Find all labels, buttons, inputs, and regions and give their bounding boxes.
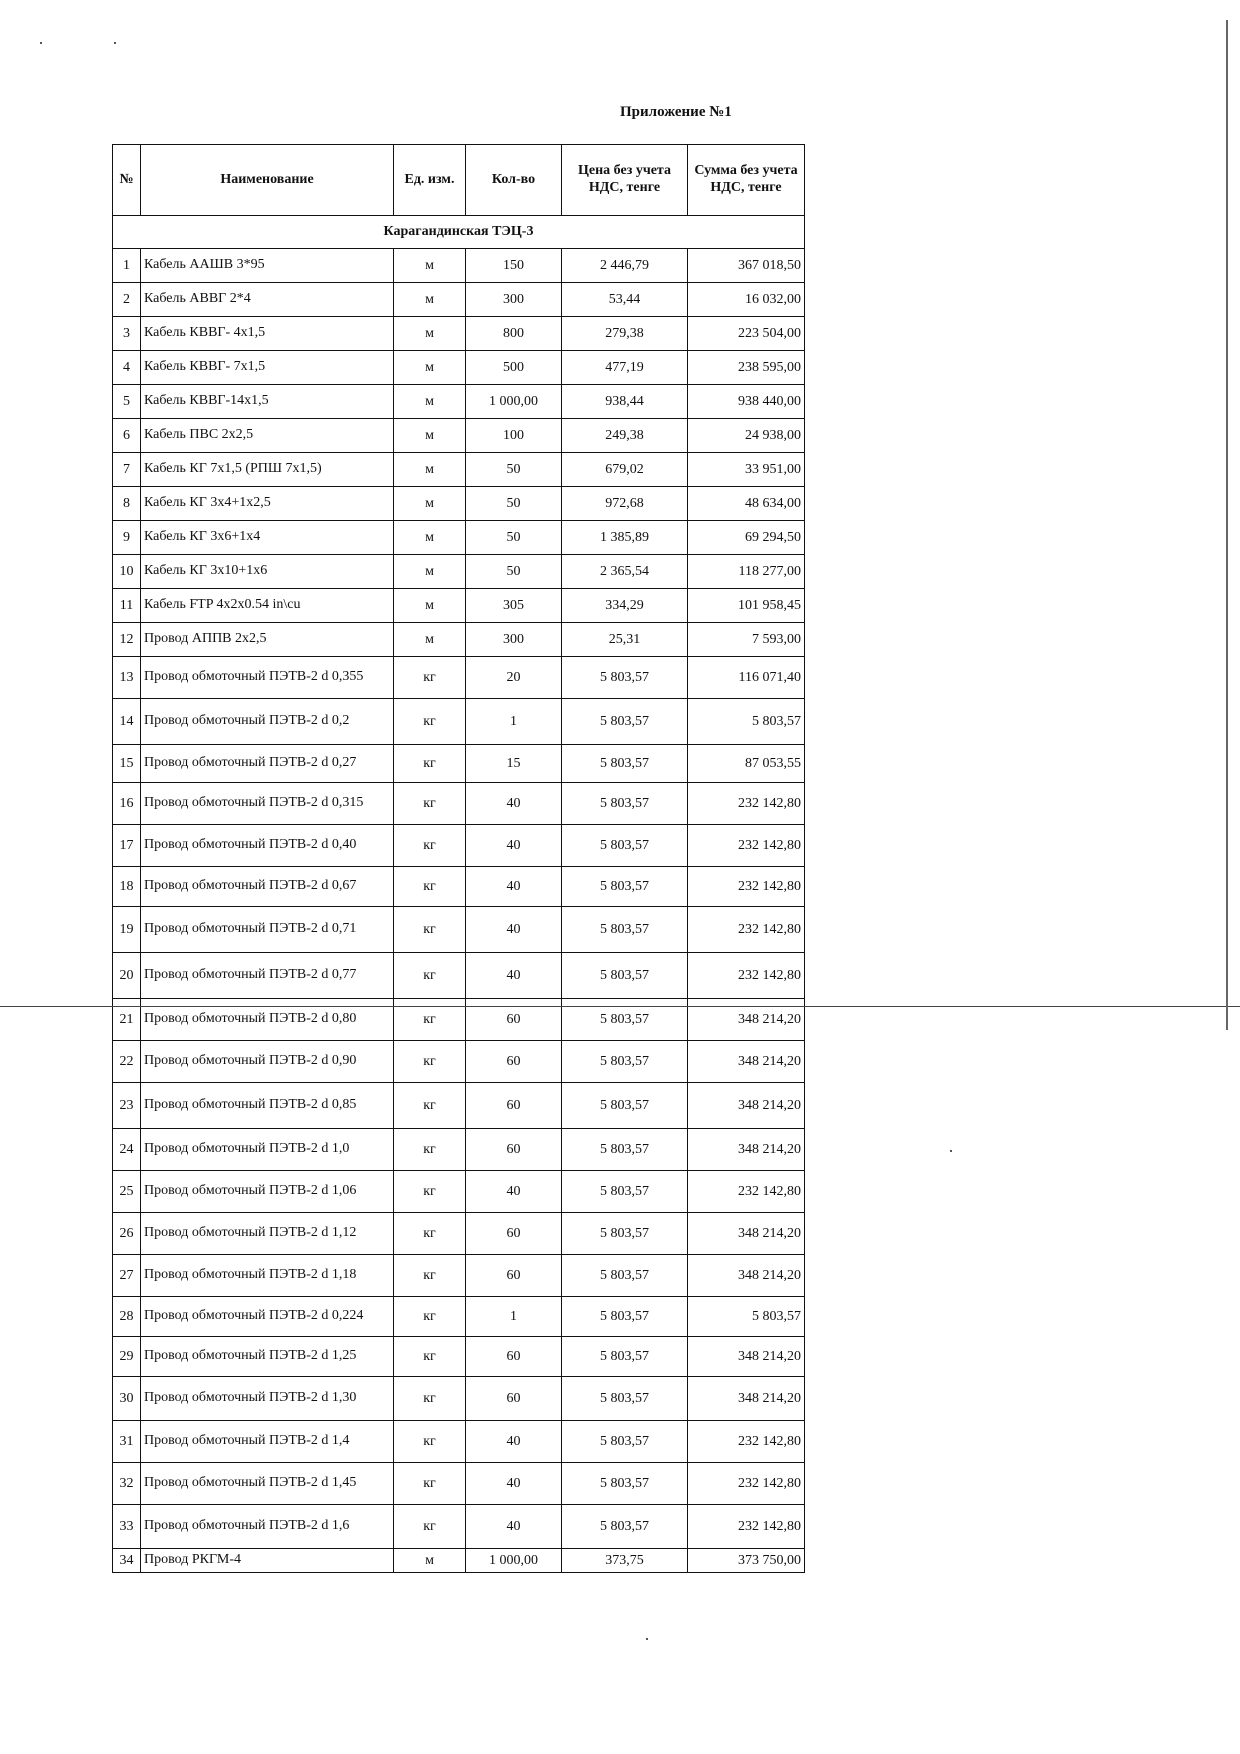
item-name: Провод обмоточный ПЭТВ-2 d 0,40	[141, 825, 394, 867]
item-unit: кг	[394, 1129, 466, 1171]
item-name: Кабель КГ 3х6+1х4	[141, 521, 394, 555]
table-row	[113, 487, 805, 521]
row-number: 29	[113, 1337, 141, 1377]
item-unit: кг	[394, 1255, 466, 1297]
item-unit: м	[394, 385, 466, 419]
item-name: Кабель КГ 3х10+1х6	[141, 555, 394, 589]
item-price: 373,75	[562, 1549, 688, 1573]
item-sum: 373 750,00	[688, 1549, 805, 1573]
row-number: 1	[113, 249, 141, 283]
table-row	[113, 1421, 805, 1463]
item-quantity: 100	[466, 419, 562, 453]
header-name: Наименование	[141, 145, 394, 216]
item-sum: 69 294,50	[688, 521, 805, 555]
row-number: 26	[113, 1213, 141, 1255]
item-name: Кабель ПВС 2х2,5	[141, 419, 394, 453]
item-sum: 118 277,00	[688, 555, 805, 589]
item-price: 5 803,57	[562, 1377, 688, 1421]
item-price: 5 803,57	[562, 1171, 688, 1213]
item-quantity: 300	[466, 283, 562, 317]
item-quantity: 50	[466, 487, 562, 521]
table-row	[113, 1297, 805, 1337]
item-unit: м	[394, 623, 466, 657]
item-name: Провод обмоточный ПЭТВ-2 d 1,45	[141, 1463, 394, 1505]
item-sum: 348 214,20	[688, 999, 805, 1041]
item-unit: кг	[394, 953, 466, 999]
item-name: Кабель КВВГ- 4х1,5	[141, 317, 394, 351]
item-price: 5 803,57	[562, 1255, 688, 1297]
item-unit: м	[394, 419, 466, 453]
row-number: 6	[113, 419, 141, 453]
item-price: 938,44	[562, 385, 688, 419]
item-name: Провод обмоточный ПЭТВ-2 d 1,4	[141, 1421, 394, 1463]
item-sum: 232 142,80	[688, 1171, 805, 1213]
item-quantity: 40	[466, 867, 562, 907]
item-quantity: 60	[466, 1255, 562, 1297]
item-price: 5 803,57	[562, 1083, 688, 1129]
item-quantity: 150	[466, 249, 562, 283]
item-quantity: 50	[466, 521, 562, 555]
header-qty: Кол-во	[466, 145, 562, 216]
item-price: 5 803,57	[562, 999, 688, 1041]
item-quantity: 800	[466, 317, 562, 351]
row-number: 14	[113, 699, 141, 745]
item-name: Провод обмоточный ПЭТВ-2 d 1,25	[141, 1337, 394, 1377]
item-name: Провод обмоточный ПЭТВ-2 d 0,90	[141, 1041, 394, 1083]
scan-speck	[646, 1638, 648, 1640]
item-quantity: 1 000,00	[466, 385, 562, 419]
item-name: Провод обмоточный ПЭТВ-2 d 0,2	[141, 699, 394, 745]
item-price: 972,68	[562, 487, 688, 521]
item-sum: 232 142,80	[688, 953, 805, 999]
item-unit: кг	[394, 825, 466, 867]
item-price: 5 803,57	[562, 953, 688, 999]
table-row	[113, 453, 805, 487]
item-sum: 48 634,00	[688, 487, 805, 521]
row-number: 18	[113, 867, 141, 907]
row-number: 28	[113, 1297, 141, 1337]
item-unit: кг	[394, 1505, 466, 1549]
item-quantity: 40	[466, 825, 562, 867]
materials-table	[112, 144, 805, 1573]
item-unit: м	[394, 283, 466, 317]
item-sum: 238 595,00	[688, 351, 805, 385]
table-row	[113, 249, 805, 283]
item-quantity: 1	[466, 1297, 562, 1337]
row-number: 22	[113, 1041, 141, 1083]
item-quantity: 40	[466, 1171, 562, 1213]
item-quantity: 60	[466, 1083, 562, 1129]
row-number: 31	[113, 1421, 141, 1463]
row-number: 23	[113, 1083, 141, 1129]
item-name: Провод обмоточный ПЭТВ-2 d 0,355	[141, 657, 394, 699]
scan-fold-line	[0, 1006, 1240, 1007]
table-row	[113, 699, 805, 745]
scan-speck	[950, 1150, 952, 1152]
item-unit: кг	[394, 867, 466, 907]
item-sum: 348 214,20	[688, 1213, 805, 1255]
item-price: 5 803,57	[562, 1421, 688, 1463]
table-row	[113, 555, 805, 589]
item-name: Провод обмоточный ПЭТВ-2 d 0,77	[141, 953, 394, 999]
item-quantity: 40	[466, 1463, 562, 1505]
item-price: 53,44	[562, 283, 688, 317]
item-unit: кг	[394, 657, 466, 699]
item-unit: м	[394, 453, 466, 487]
table-row	[113, 521, 805, 555]
item-price: 5 803,57	[562, 783, 688, 825]
row-number: 10	[113, 555, 141, 589]
row-number: 21	[113, 999, 141, 1041]
row-number: 3	[113, 317, 141, 351]
table-row	[113, 1213, 805, 1255]
item-name: Кабель АВВГ 2*4	[141, 283, 394, 317]
item-unit: кг	[394, 999, 466, 1041]
table-row	[113, 1549, 805, 1573]
item-sum: 938 440,00	[688, 385, 805, 419]
item-price: 5 803,57	[562, 1297, 688, 1337]
item-quantity: 500	[466, 351, 562, 385]
item-sum: 232 142,80	[688, 825, 805, 867]
item-unit: кг	[394, 1421, 466, 1463]
row-number: 9	[113, 521, 141, 555]
item-price: 5 803,57	[562, 1041, 688, 1083]
item-sum: 116 071,40	[688, 657, 805, 699]
row-number: 27	[113, 1255, 141, 1297]
table-row	[113, 745, 805, 783]
item-quantity: 15	[466, 745, 562, 783]
item-name: Провод АППВ 2х2,5	[141, 623, 394, 657]
item-sum: 232 142,80	[688, 1463, 805, 1505]
item-name: Провод обмоточный ПЭТВ-2 d 1,06	[141, 1171, 394, 1213]
item-price: 5 803,57	[562, 867, 688, 907]
item-sum: 348 214,20	[688, 1129, 805, 1171]
item-quantity: 60	[466, 1129, 562, 1171]
item-unit: кг	[394, 1083, 466, 1129]
item-sum: 348 214,20	[688, 1083, 805, 1129]
table-row	[113, 283, 805, 317]
item-quantity: 50	[466, 453, 562, 487]
item-sum: 24 938,00	[688, 419, 805, 453]
table-body	[113, 216, 805, 1573]
item-sum: 348 214,20	[688, 1337, 805, 1377]
table-row	[113, 825, 805, 867]
scan-speck	[114, 42, 116, 44]
item-quantity: 50	[466, 555, 562, 589]
item-name: Кабель КГ 7х1,5 (РПШ 7х1,5)	[141, 453, 394, 487]
item-sum: 33 951,00	[688, 453, 805, 487]
item-name: Провод РКГМ-4	[141, 1549, 394, 1573]
table-row	[113, 1463, 805, 1505]
item-unit: кг	[394, 1463, 466, 1505]
item-sum: 16 032,00	[688, 283, 805, 317]
item-name: Провод обмоточный ПЭТВ-2 d 0,71	[141, 907, 394, 953]
item-quantity: 40	[466, 1505, 562, 1549]
header-num: №	[113, 145, 141, 216]
row-number: 4	[113, 351, 141, 385]
item-quantity: 40	[466, 953, 562, 999]
item-unit: кг	[394, 1337, 466, 1377]
table-row	[113, 419, 805, 453]
item-quantity: 60	[466, 999, 562, 1041]
row-number: 11	[113, 589, 141, 623]
item-price: 5 803,57	[562, 1129, 688, 1171]
header-sum: Сумма без учета НДС, тенге	[688, 145, 805, 216]
item-unit: кг	[394, 745, 466, 783]
item-quantity: 300	[466, 623, 562, 657]
section-title: Карагандинская ТЭЦ-3	[113, 216, 805, 249]
row-number: 12	[113, 623, 141, 657]
item-sum: 232 142,80	[688, 867, 805, 907]
item-name: Провод обмоточный ПЭТВ-2 d 1,18	[141, 1255, 394, 1297]
item-unit: кг	[394, 1213, 466, 1255]
item-quantity: 1 000,00	[466, 1549, 562, 1573]
item-name: Провод обмоточный ПЭТВ-2 d 0,67	[141, 867, 394, 907]
item-price: 5 803,57	[562, 1505, 688, 1549]
item-unit: м	[394, 351, 466, 385]
row-number: 24	[113, 1129, 141, 1171]
row-number: 5	[113, 385, 141, 419]
table-row	[113, 351, 805, 385]
item-unit: кг	[394, 1041, 466, 1083]
table-row	[113, 907, 805, 953]
item-quantity: 1	[466, 699, 562, 745]
table-row	[113, 589, 805, 623]
item-name: Провод обмоточный ПЭТВ-2 d 1,12	[141, 1213, 394, 1255]
item-sum: 5 803,57	[688, 1297, 805, 1337]
item-sum: 232 142,80	[688, 783, 805, 825]
item-sum: 348 214,20	[688, 1377, 805, 1421]
item-unit: м	[394, 1549, 466, 1573]
row-number: 2	[113, 283, 141, 317]
item-quantity: 60	[466, 1337, 562, 1377]
item-unit: м	[394, 521, 466, 555]
row-number: 20	[113, 953, 141, 999]
item-price: 5 803,57	[562, 657, 688, 699]
item-price: 5 803,57	[562, 699, 688, 745]
item-name: Кабель КВВГ-14х1,5	[141, 385, 394, 419]
item-name: Провод обмоточный ПЭТВ-2 d 1,6	[141, 1505, 394, 1549]
table-row	[113, 1505, 805, 1549]
item-price: 5 803,57	[562, 907, 688, 953]
item-sum: 348 214,20	[688, 1255, 805, 1297]
table-row	[113, 623, 805, 657]
item-sum: 348 214,20	[688, 1041, 805, 1083]
item-sum: 232 142,80	[688, 1505, 805, 1549]
item-sum: 232 142,80	[688, 907, 805, 953]
item-name: Провод обмоточный ПЭТВ-2 d 0,315	[141, 783, 394, 825]
section-row	[113, 216, 805, 249]
item-price: 2 365,54	[562, 555, 688, 589]
item-sum: 5 803,57	[688, 699, 805, 745]
row-number: 30	[113, 1377, 141, 1421]
table-row	[113, 867, 805, 907]
item-unit: м	[394, 589, 466, 623]
table-row	[113, 1377, 805, 1421]
item-name: Провод обмоточный ПЭТВ-2 d 0,85	[141, 1083, 394, 1129]
item-quantity: 60	[466, 1213, 562, 1255]
item-quantity: 40	[466, 907, 562, 953]
item-quantity: 40	[466, 783, 562, 825]
item-price: 5 803,57	[562, 1213, 688, 1255]
item-unit: кг	[394, 783, 466, 825]
item-sum: 223 504,00	[688, 317, 805, 351]
item-name: Кабель ААШВ 3*95	[141, 249, 394, 283]
item-quantity: 305	[466, 589, 562, 623]
row-number: 32	[113, 1463, 141, 1505]
row-number: 33	[113, 1505, 141, 1549]
item-sum: 101 958,45	[688, 589, 805, 623]
table-row	[113, 317, 805, 351]
item-price: 477,19	[562, 351, 688, 385]
item-name: Кабель КВВГ- 7х1,5	[141, 351, 394, 385]
table-row	[113, 1255, 805, 1297]
row-number: 19	[113, 907, 141, 953]
item-price: 5 803,57	[562, 1463, 688, 1505]
row-number: 25	[113, 1171, 141, 1213]
item-sum: 7 593,00	[688, 623, 805, 657]
item-name: Провод обмоточный ПЭТВ-2 d 0,80	[141, 999, 394, 1041]
table-row	[113, 1171, 805, 1213]
header-row	[113, 145, 805, 216]
item-name: Провод обмоточный ПЭТВ-2 d 0,27	[141, 745, 394, 783]
header-unit: Ед. изм.	[394, 145, 466, 216]
table-row	[113, 783, 805, 825]
table-row	[113, 1129, 805, 1171]
table-row	[113, 999, 805, 1041]
item-sum: 87 053,55	[688, 745, 805, 783]
row-number: 15	[113, 745, 141, 783]
item-price: 5 803,57	[562, 745, 688, 783]
item-price: 5 803,57	[562, 825, 688, 867]
item-name: Кабель FTP 4x2x0.54 in\cu	[141, 589, 394, 623]
item-unit: кг	[394, 1377, 466, 1421]
item-name: Провод обмоточный ПЭТВ-2 d 0,224	[141, 1297, 394, 1337]
scan-speck	[40, 42, 42, 44]
item-unit: м	[394, 555, 466, 589]
item-price: 334,29	[562, 589, 688, 623]
table-row	[113, 1337, 805, 1377]
table-row	[113, 1041, 805, 1083]
item-sum: 367 018,50	[688, 249, 805, 283]
item-unit: кг	[394, 699, 466, 745]
item-price: 5 803,57	[562, 1337, 688, 1377]
appendix-title: Приложение №1	[620, 104, 732, 120]
item-name: Кабель КГ 3х4+1х2,5	[141, 487, 394, 521]
row-number: 17	[113, 825, 141, 867]
item-unit: кг	[394, 907, 466, 953]
item-quantity: 60	[466, 1377, 562, 1421]
item-unit: м	[394, 487, 466, 521]
item-unit: м	[394, 249, 466, 283]
table-row	[113, 385, 805, 419]
item-unit: м	[394, 317, 466, 351]
header-price: Цена без учета НДС, тенге	[562, 145, 688, 216]
item-unit: кг	[394, 1297, 466, 1337]
item-quantity: 60	[466, 1041, 562, 1083]
row-number: 7	[113, 453, 141, 487]
row-number: 16	[113, 783, 141, 825]
row-number: 34	[113, 1549, 141, 1573]
item-sum: 232 142,80	[688, 1421, 805, 1463]
table-row	[113, 657, 805, 699]
table-header	[113, 145, 805, 216]
table-row	[113, 953, 805, 999]
table-row	[113, 1083, 805, 1129]
item-name: Провод обмоточный ПЭТВ-2 d 1,0	[141, 1129, 394, 1171]
item-price: 1 385,89	[562, 521, 688, 555]
item-price: 2 446,79	[562, 249, 688, 283]
item-unit: кг	[394, 1171, 466, 1213]
item-quantity: 20	[466, 657, 562, 699]
item-price: 25,31	[562, 623, 688, 657]
item-price: 249,38	[562, 419, 688, 453]
item-name: Провод обмоточный ПЭТВ-2 d 1,30	[141, 1377, 394, 1421]
item-price: 279,38	[562, 317, 688, 351]
item-price: 679,02	[562, 453, 688, 487]
scan-edge-line	[1226, 20, 1228, 1030]
row-number: 8	[113, 487, 141, 521]
row-number: 13	[113, 657, 141, 699]
item-quantity: 40	[466, 1421, 562, 1463]
